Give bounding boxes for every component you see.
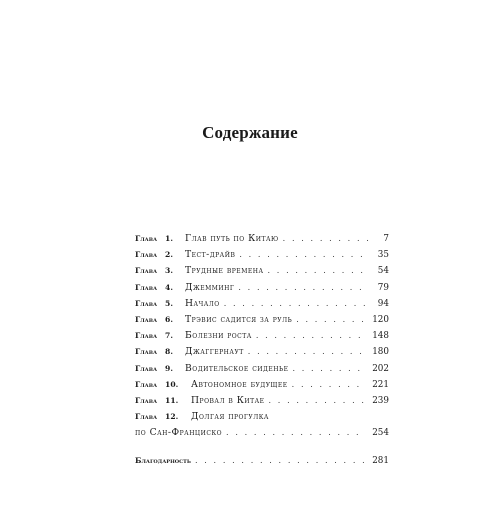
chapter-number: 1.	[165, 234, 173, 243]
chapter-title: Джаггернаут	[185, 346, 244, 358]
toc-entry-12[interactable]	[135, 409, 389, 425]
chapter-label: Глава 1.	[135, 231, 181, 247]
page-number: 281	[372, 456, 389, 467]
page-title: Содержание	[202, 123, 298, 142]
toc-entry-7[interactable]	[135, 328, 389, 344]
dot-leader	[239, 247, 369, 263]
page-number: 54	[377, 266, 389, 277]
page-number: 254	[372, 428, 389, 439]
chapter-label: Глава 3.	[135, 263, 181, 279]
page-number: 94	[377, 298, 389, 309]
chapter-title: Начало	[185, 297, 220, 309]
chapter-label: Глава 2.	[135, 247, 181, 263]
page-number: 7	[383, 234, 389, 244]
toc-entry-6[interactable]	[135, 312, 389, 328]
chapter-title: Трудные времена	[185, 265, 264, 277]
chapter-number: 2.	[165, 250, 173, 260]
chapter-label: Глава 11.	[135, 393, 181, 409]
toc-entry-12-continued[interactable]	[135, 425, 389, 441]
chapter-title: Долгая прогулка	[191, 411, 269, 423]
dot-leader	[292, 377, 367, 393]
chapter-label: Глава 6.	[135, 312, 181, 328]
chapter-number: 12.	[165, 412, 179, 422]
chapter-number: 9.	[165, 363, 173, 373]
dot-leader	[226, 425, 366, 441]
toc-entry-5[interactable]	[135, 296, 389, 312]
page-number: 202	[372, 363, 389, 374]
page-number: 35	[377, 250, 389, 261]
chapter-title: Автономное будущее	[191, 378, 288, 390]
chapter-label: Глава 4.	[135, 280, 181, 296]
dot-leader	[238, 280, 369, 296]
chapter-title-continued: по Сан-Франциско	[135, 427, 223, 439]
page-number: 79	[377, 282, 389, 293]
chapter-number: 8.	[165, 347, 173, 357]
dot-leader	[248, 344, 366, 360]
chapter-title: Трэвис садится за руль	[185, 313, 293, 325]
dot-leader	[292, 361, 366, 377]
toc-entry-4[interactable]	[135, 280, 389, 296]
spacer	[135, 441, 389, 453]
chapter-label: Глава 8.	[135, 344, 181, 360]
chapter-title: Тест-драйв	[185, 249, 236, 261]
chapter-title: Провал в Китае	[191, 394, 265, 406]
chapter-title: Водительское сиденье	[185, 362, 289, 374]
dot-leader	[283, 231, 369, 247]
toc-entry-9[interactable]	[135, 361, 389, 377]
dot-leader	[256, 328, 366, 344]
chapter-number: 5.	[165, 298, 173, 308]
page-number: 180	[372, 347, 389, 358]
dot-leader	[269, 393, 367, 409]
dot-leader	[296, 312, 366, 328]
chapter-label: Глава 12.	[135, 409, 181, 425]
chapter-title: Болезни роста	[185, 330, 252, 342]
page-number: 239	[372, 395, 389, 406]
page-number: 148	[372, 331, 389, 342]
chapter-label: Глава 5.	[135, 296, 181, 312]
toc-entry-1[interactable]	[135, 231, 389, 247]
chapter-title: Глав путь по Китаю	[185, 233, 279, 244]
toc-entry-10[interactable]	[135, 377, 389, 393]
chapter-label: Глава 9.	[135, 361, 181, 377]
chapter-number: 6.	[165, 314, 173, 324]
chapter-label: Глава 10.	[135, 377, 181, 393]
chapter-number: 3.	[165, 266, 173, 276]
dot-leader	[224, 296, 369, 312]
toc-entry-3[interactable]	[135, 263, 389, 279]
acknowledgements-title: Благодарность	[135, 456, 191, 466]
dot-leader	[195, 453, 366, 469]
chapter-label: Глава 7.	[135, 328, 181, 344]
chapter-number: 11.	[165, 395, 179, 405]
toc-entry-2[interactable]	[135, 247, 389, 263]
chapter-number: 4.	[165, 282, 173, 292]
toc-entry-8[interactable]	[135, 344, 389, 360]
dot-leader	[268, 263, 370, 279]
page-number: 221	[372, 379, 389, 390]
toc-entry-11[interactable]	[135, 393, 389, 409]
chapter-title: Джемминг	[185, 281, 235, 293]
toc-entry-acknowledgements[interactable]	[135, 453, 389, 469]
chapter-number: 7.	[165, 331, 173, 341]
page-number: 120	[372, 314, 389, 325]
table-of-contents	[135, 231, 389, 470]
chapter-number: 10.	[165, 379, 179, 389]
